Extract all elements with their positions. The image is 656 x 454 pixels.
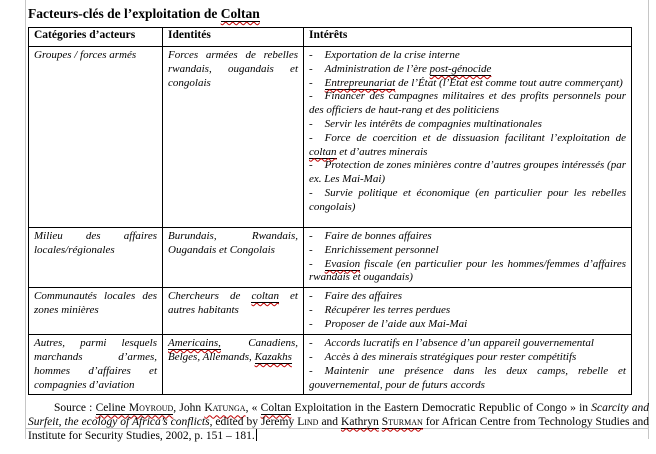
- bullet-dash: -: [309, 317, 313, 330]
- misspelled-text-segment: Kathryn: [341, 415, 379, 428]
- misspelled-text-segment: Sturman: [381, 415, 423, 428]
- category-cell[interactable]: [29, 288, 163, 335]
- text-segment: and: [318, 415, 342, 428]
- bullet-dash: -: [309, 62, 313, 75]
- interests-cell[interactable]: [304, 335, 632, 395]
- misspelled-text-segment: Evasion: [324, 257, 361, 270]
- table-row: [29, 335, 632, 395]
- text-segment: , «: [245, 402, 261, 415]
- interest-item: [309, 365, 626, 393]
- interest-item: [309, 337, 626, 351]
- interest-item: [309, 132, 626, 160]
- bullet-dash: -: [309, 159, 313, 172]
- text-segment: Source :: [54, 402, 96, 415]
- interest-item: [309, 63, 626, 77]
- misspelled-text-segment: Celine: [95, 402, 129, 415]
- column-header-identities[interactable]: Identités: [163, 28, 304, 47]
- bullet-dash: -: [309, 49, 313, 61]
- table-row: [29, 228, 632, 288]
- bullet-dash: -: [309, 337, 313, 350]
- interest-item: [309, 118, 626, 132]
- misspelled-text-segment: Moyroud: [128, 402, 174, 415]
- text-segment: Financer des campagnes militaires et des profits personnels pour des officiers de haut-rang et des politiciens: [309, 90, 626, 117]
- text-segment: Faire de bonnes affaires: [324, 230, 432, 242]
- misspelled-text-segment: Kazakhs: [254, 350, 292, 363]
- bullet-dash: -: [309, 186, 313, 199]
- actors-table: [28, 27, 632, 395]
- table-body: [29, 47, 632, 395]
- text-segment: Faire des affaires: [324, 290, 403, 303]
- text-segment: Servir les intérêts de compagnies multinationales: [324, 117, 542, 130]
- text-segment: Administration de l’ère: [324, 62, 430, 75]
- identity-cell[interactable]: [163, 288, 304, 335]
- category-cell[interactable]: [29, 47, 163, 228]
- text-segment: et autres habitants: [168, 290, 298, 316]
- text-segment: , edited by Jeremy: [209, 415, 298, 428]
- bullet-dash: -: [309, 364, 313, 377]
- interest-item: [309, 318, 626, 332]
- interest-item: [309, 351, 626, 365]
- misspelled-text-segment: Americains,: [168, 337, 221, 350]
- text-segment: Protection de zones minières contre d’autres groupes intéressés (par ex. Les Mai-Mai): [309, 159, 626, 186]
- text-segment: Communautés locales des zones minières: [34, 290, 157, 316]
- text-segment: for African Centre from Technology Studies and Institute for Security Studies, 2002, p. 151 – 181.: [28, 415, 650, 442]
- bullet-dash: -: [309, 350, 313, 363]
- interests-cell[interactable]: [304, 228, 632, 288]
- text-segment: Chercheurs de: [168, 290, 252, 303]
- misspelled-text-segment: Katunga: [204, 402, 246, 415]
- text-segment: Burundais, Rwandais, Ougandais et Congolais: [168, 230, 298, 256]
- interest-item: [309, 304, 626, 318]
- text-segment: Accès à des minerais stratégiques pour rester compétitifs: [324, 350, 577, 363]
- identity-cell[interactable]: [163, 47, 304, 228]
- text-segment: Accords lucratifs en l’absence d’un appareil gouvernemental: [324, 337, 594, 350]
- text-segment: Milieu des affaires locales/régionales: [34, 230, 157, 256]
- interest-item: [309, 258, 626, 286]
- text-segment: Forces armées de rebelles rwandais, ougandais et congolais: [168, 49, 298, 89]
- identity-cell[interactable]: [163, 228, 304, 288]
- misspelled-text-segment: post-génocide: [429, 62, 492, 75]
- interest-item: [309, 290, 626, 304]
- text-segment: Exportation de la crise interne: [324, 49, 460, 61]
- interest-item: [309, 244, 626, 258]
- table-row: [29, 47, 632, 228]
- document-page: [28, 5, 649, 454]
- bullet-dash: -: [309, 90, 313, 103]
- text-segment: Scarcity and Surfeit, the ecology of Africa’s conflicts: [28, 402, 649, 428]
- text-segment: Récupérer les terres perdues: [324, 303, 451, 316]
- source-citation[interactable]: [28, 402, 649, 443]
- text-segment: Exploitation in the Eastern Democratic Republic of Congo » in: [291, 402, 592, 415]
- text-segment: Canadiens, Belges, Allemands,: [168, 337, 298, 363]
- interests-cell[interactable]: [304, 47, 632, 228]
- table-row: [29, 288, 632, 335]
- text-boundary-left: [25, 0, 26, 439]
- bullet-dash: -: [309, 243, 313, 256]
- text-segment: Groupes / forces armés: [34, 49, 137, 61]
- text-segment: Survie politique et économique (en particulier pour les rebelles congolais): [309, 186, 626, 213]
- column-header-categories[interactable]: Catégories d’acteurs: [29, 28, 163, 47]
- text-segment: Force de coercition et de dissuasion facilitant l’exploitation de: [324, 131, 626, 144]
- interest-item: [309, 49, 626, 63]
- interest-item: [309, 187, 626, 215]
- misspelled-text-segment: Coltan: [220, 6, 260, 21]
- interest-item: [309, 230, 626, 244]
- interests-cell[interactable]: [304, 288, 632, 335]
- interest-item: [309, 90, 626, 118]
- bullet-dash: -: [309, 76, 313, 89]
- bullet-dash: -: [309, 230, 313, 242]
- text-segment: Autres, parmi lesquels marchands d’armes, hommes d’affaires et compagnies d’aviation: [34, 337, 157, 391]
- text-segment: , John: [173, 402, 205, 415]
- bullet-dash: -: [309, 303, 313, 316]
- text-segment: Enrichissement personnel: [324, 243, 439, 256]
- text-segment: Proposer de l’aide aux Mai-Mai: [324, 317, 468, 330]
- bullet-dash: -: [309, 131, 313, 144]
- text-segment: et d’autres minerais: [336, 145, 428, 158]
- text-segment: de l’État (l’État est comme tout autre commerçant): [395, 76, 623, 89]
- bullet-dash: -: [309, 117, 313, 130]
- column-header-interests[interactable]: Intérêts: [304, 28, 632, 47]
- text-segment: Maintenir une présence dans les deux camps, rebelle et gouvernemental, pour de futurs accords: [309, 364, 626, 391]
- text-segment: Facteurs-clés de l’exploitation de: [28, 6, 221, 21]
- category-cell[interactable]: [29, 335, 163, 395]
- bullet-dash: -: [309, 290, 313, 303]
- identity-cell[interactable]: [163, 335, 304, 395]
- document-title[interactable]: [28, 5, 649, 22]
- misspelled-text-segment: Entrepreunariat: [324, 76, 396, 89]
- category-cell[interactable]: [29, 228, 163, 288]
- text-segment: fiscale (en particulier pour les hommes/femmes d’affaires rwandais et ougandais): [309, 257, 626, 284]
- misspelled-text-segment: Coltan: [260, 402, 292, 415]
- table-header-row: [29, 28, 632, 47]
- misspelled-text-segment: coltan: [251, 290, 279, 303]
- interest-item: [309, 77, 626, 91]
- interest-item: [309, 159, 626, 187]
- misspelled-text-segment: coltan: [309, 145, 337, 158]
- bullet-dash: -: [309, 257, 313, 270]
- text-segment: Lind: [297, 415, 319, 428]
